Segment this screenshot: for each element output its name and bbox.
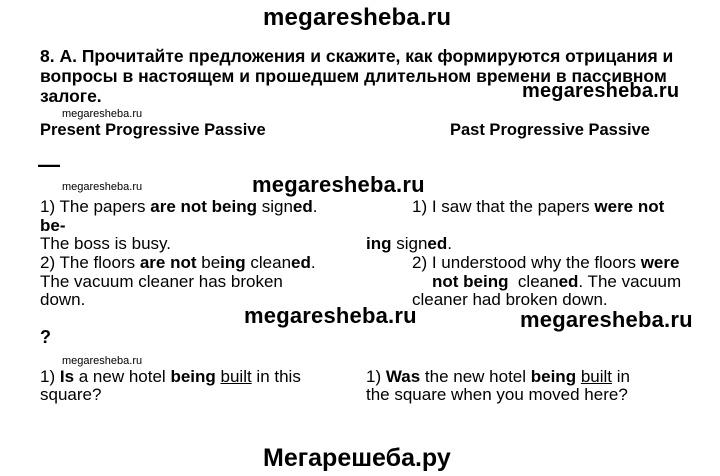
being-ending: ing: [220, 253, 246, 272]
negative-present-line-3: The vacuum cleaner has broken: [40, 272, 283, 291]
negative-present-continuation: The boss is busy.: [40, 234, 172, 253]
question-present-line-2: square?: [40, 385, 102, 404]
verb-ending: ed: [427, 234, 448, 253]
negative-section-marker: —: [38, 152, 60, 177]
watermark-top: megaresheba.ru: [263, 4, 452, 31]
sentence-lead: 1): [40, 367, 60, 386]
auxiliary-verb: are not: [139, 253, 197, 272]
watermark-lower-left: megaresheba.ru: [244, 303, 417, 328]
sentence-rest: . The vacuum: [578, 272, 682, 291]
being-stem: be: [196, 253, 221, 272]
negative-past-sentence-1-line-2: [366, 234, 452, 254]
negative-present-sentence-1: [40, 197, 318, 217]
participle: built: [220, 367, 252, 386]
header-present-progressive-passive: Present Progressive Passive: [40, 121, 266, 139]
sentence-lead: 1) The papers: [40, 197, 151, 216]
sentence-lead: 2) The floors: [40, 253, 140, 272]
main-verb: clean: [508, 272, 559, 291]
question-past-line-2: the square when you moved here?: [366, 385, 628, 404]
sentence-lead: 1): [366, 367, 386, 386]
sentence-lead: 2) I understood why the floors: [412, 253, 641, 272]
negative-present-sentence-2: [40, 253, 316, 273]
being-word: being: [170, 367, 216, 386]
watermark-lower-right: megaresheba.ru: [520, 307, 693, 332]
auxiliary-verb: Was: [385, 367, 421, 386]
negative-past-sentence-2-line-3: cleaner had broken down.: [412, 290, 608, 309]
exercise-instruction: 8. А. Прочитайте предложения и скажите, как формируются отрицания и вопросы в настоящем и прошедшем длительном времени в пассивном залоге.: [40, 46, 674, 106]
being-word: being: [530, 367, 577, 386]
question-past-sentence: [366, 367, 630, 387]
watermark-small-1: megaresheba.ru: [62, 108, 143, 120]
main-verb: clean: [245, 253, 292, 272]
auxiliary-verb: not being: [432, 272, 509, 291]
negative-present-line-4: down.: [40, 290, 86, 309]
verb-ending: ed: [292, 197, 313, 216]
question-present-sentence: [40, 367, 301, 387]
sentence-period: .: [447, 234, 452, 253]
watermark-middle: megaresheba.ru: [252, 172, 425, 197]
auxiliary-verb: are not being: [150, 197, 257, 216]
sentence-rest: in this: [251, 367, 301, 386]
being-ending: ing: [366, 234, 392, 253]
question-section-marker: ?: [40, 327, 51, 347]
subject-phrase: a new hotel: [74, 367, 171, 386]
sentence-rest: in: [612, 367, 630, 386]
auxiliary-verb: were: [640, 253, 680, 272]
sentence-period: .: [310, 253, 316, 272]
sentence-lead: 1) I saw that the papers: [412, 197, 595, 216]
verb-ending: ed: [558, 272, 579, 291]
main-verb: sign: [257, 197, 293, 216]
subject-phrase: the new hotel: [420, 367, 531, 386]
verb-ending: ed: [291, 253, 311, 272]
header-past-progressive-passive: Past Progressive Passive: [450, 121, 650, 139]
auxiliary-verb: were not: [594, 197, 665, 216]
footer-brand: Мегарешеба.ру: [263, 444, 451, 472]
negative-past-sentence-2: [412, 253, 679, 273]
sentence-period: .: [312, 197, 318, 216]
auxiliary-verb: Is: [59, 367, 75, 386]
negative-past-sentence-1: [412, 197, 664, 217]
watermark-instruction-right: megaresheba.ru: [522, 80, 680, 102]
watermark-small-2: megaresheba.ru: [62, 181, 143, 193]
watermark-small-3: megaresheba.ru: [62, 355, 143, 367]
main-verb: sign: [391, 234, 428, 253]
negative-past-sentence-2-line-2: [432, 272, 681, 292]
negative-present-wrap: be-: [40, 216, 66, 235]
participle: built: [580, 367, 613, 386]
